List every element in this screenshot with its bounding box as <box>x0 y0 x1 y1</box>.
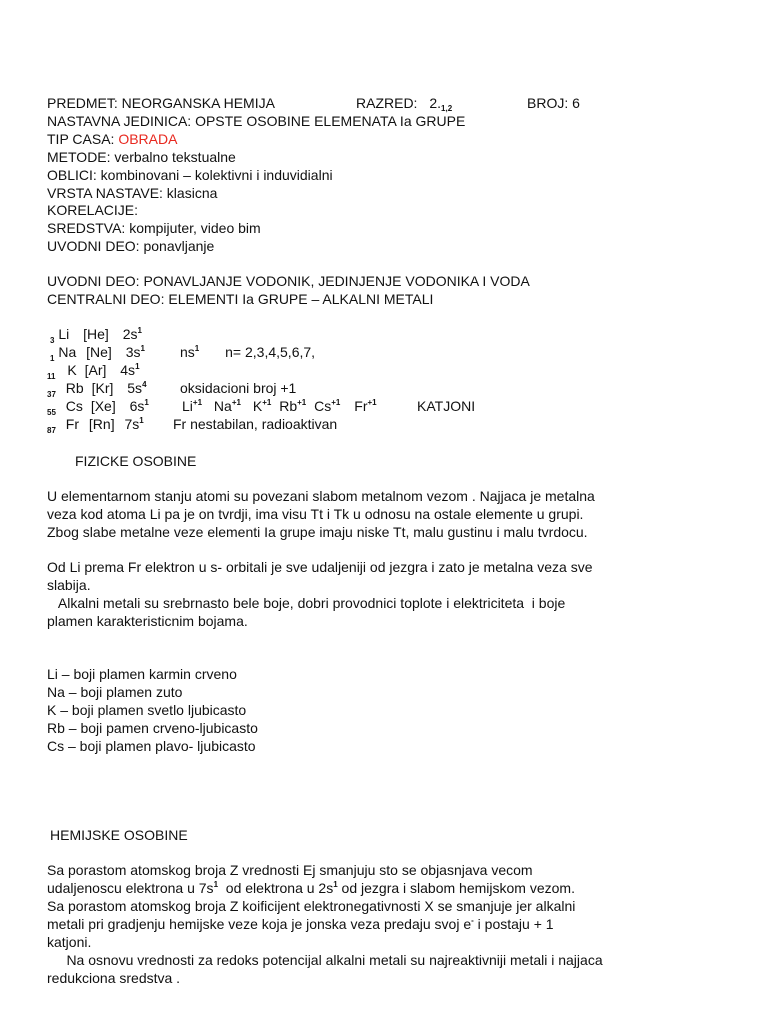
element-symbol: K <box>67 362 77 378</box>
paragraph-line: Sa porastom atomskog broja Z koificijent elektronegativnosti X se smanjuje jer alkalni <box>47 898 576 914</box>
paragraph-line: Zbog slabe metalne veze elementi Ia grupe imaju niske Tt, malu gustinu i malu tvrdocu. <box>47 524 588 540</box>
ns-text: ns <box>180 344 195 360</box>
nastavna-line: NASTAVNA JEDINICA: OPSTE OSOBINE ELEMENATA Ia GRUPE <box>47 113 466 129</box>
oblici-line: OBLICI: kombinovani – kolektivni i induvidialni <box>47 167 333 183</box>
atomic-number: 1 <box>50 354 55 363</box>
element-symbol: Fr <box>65 416 80 432</box>
noble-core: [Kr] <box>91 380 114 396</box>
razred-label: RAZRED: <box>356 95 418 111</box>
paragraph-line: udaljenoscu elektrona u $7s^1$ od elektrona u $2s^1$ od jezgra i slabom hemijskom vezom. <box>47 880 575 896</box>
paragraph-line: katjoni. <box>47 934 92 950</box>
sredstva-line: SREDSTVA: kompijuter, video bim <box>47 220 261 236</box>
ion: $Fr^{+1}$ <box>354 398 377 414</box>
uvodni-line: UVODNI DEO: ponavljanje <box>47 238 215 254</box>
flame-item: K – boji plamen svetlo ljubicasto <box>47 702 247 718</box>
atomic-number: 55 <box>47 408 56 417</box>
razred-sub: 1,2 <box>441 104 453 113</box>
element-row <box>47 415 144 440</box>
noble-core: [He] <box>83 326 109 342</box>
oxidation-note: oksidacioni broj +1 <box>180 380 297 396</box>
valence-shell: 3s <box>125 344 141 360</box>
noble-core: [Rn] <box>88 416 115 432</box>
tip-line <box>47 130 177 148</box>
paragraph-line: Sa porastom atomskog broja Z vrednosti Ej smanjuju sto se objasnjava vecom <box>47 862 533 878</box>
broj-text: BROJ: 6 <box>527 95 580 111</box>
valence-exp: 1 <box>137 326 142 335</box>
ion: $Cs^{+1}$ <box>314 398 341 414</box>
razred-field <box>356 94 452 112</box>
broj-field <box>527 94 580 112</box>
valence-shell: 4s <box>120 362 136 378</box>
noble-core: [Xe] <box>90 398 116 414</box>
vrsta-line: VRSTA NASTAVE: klasicna <box>47 185 218 201</box>
valence-exp: 4 <box>142 380 147 389</box>
flame-item: Na – boji plamen zuto <box>47 684 183 700</box>
element-symbol: Rb <box>65 380 84 396</box>
flame-item: Rb – boji pamen crveno-ljubicasto <box>47 720 258 736</box>
francium-note: Fr nestabilan, radioaktivan <box>173 416 338 432</box>
paragraph-line: plamen karakteristicnim bojama. <box>47 613 248 629</box>
ns-exp: 1 <box>194 344 200 353</box>
element-symbol: Cs <box>65 398 83 414</box>
predmet-text: PREDMET: NEORGANSKA HEMIJA <box>47 95 275 111</box>
predmet-line <box>47 94 275 112</box>
paragraph-line: Od Li prema Fr elektron u s- orbitali je sve udaljeniji od jezgra i zato je metalna veza sve <box>47 559 593 575</box>
element-symbol: Na <box>58 344 77 360</box>
paragraph-line: slabija. <box>47 577 91 593</box>
valence-shell: 5s <box>127 380 143 396</box>
paragraph-line: metali pri gradjenju hemijske veze koja je jonska veza predaju svoj e- i postaju + 1 <box>47 916 554 932</box>
flame-item: Li – boji plamen karmin crveno <box>47 666 237 682</box>
ion-list <box>182 397 377 415</box>
hemijske-heading: HEMIJSKE OSOBINE <box>50 827 188 843</box>
valence-shell: 6s <box>129 398 145 414</box>
tip-value: OBRADA <box>118 131 178 147</box>
atomic-number: 3 <box>50 336 55 345</box>
paragraph-line: veza kod atoma Li pa je on tvrdji, ima visu Tt i Tk u odnosu na ostale elemente u grupi. <box>47 506 584 522</box>
paragraph-line: redukciona sredstva . <box>47 970 181 986</box>
ion: $Na^{+1}$ <box>213 398 241 414</box>
flame-item: Cs – boji plamen plavo- ljubicasto <box>47 738 256 754</box>
valence-exp: 1 <box>135 362 140 371</box>
valence-exp: 1 <box>140 344 145 353</box>
paragraph-line: Na osnovu vrednosti za redoks potencijal alkalni metali su najreaktivniji metali i najjaca <box>47 952 603 968</box>
noble-core: [Ne] <box>86 344 112 360</box>
atomic-number: 11 <box>47 372 56 381</box>
n-values: n= 2,3,4,5,6,7, <box>225 344 316 360</box>
valence-shell: 2s <box>122 326 138 342</box>
valence-shell: 7s <box>124 416 140 432</box>
fizicke-heading: FIZICKE OSOBINE <box>75 453 197 469</box>
korelacije-line: KORELACIJE: <box>47 202 139 218</box>
noble-core: [Ar] <box>84 362 107 378</box>
valence-exp: 1 <box>144 398 149 407</box>
ion: $Rb^{+1}$ <box>279 398 307 414</box>
valence-exp: 1 <box>139 416 144 425</box>
tip-label: TIP CASA: <box>47 131 115 147</box>
ion: $Li^{+1}$ <box>182 398 203 414</box>
atomic-number: 87 <box>47 426 56 435</box>
centralni-line: CENTRALNI DEO: ELEMENTI Ia GRUPE – ALKALNI METALI <box>47 291 434 307</box>
razred-value: 2. <box>429 95 442 111</box>
paragraph-line: Alkalni metali su srebrnasto bele boje, dobri provodnici toplote i elektriciteta i boje <box>47 595 566 611</box>
ns-note <box>180 343 315 361</box>
uvodni-ponavljanje-line: UVODNI DEO: PONAVLJANJE VODONIK, JEDINJENJE VODONIKA I VODA <box>47 273 530 289</box>
metode-line: METODE: verbalno tekstualne <box>47 149 236 165</box>
paragraph-line: U elementarnom stanju atomi su povezani slabom metalnom vezom . Najjaca je metalna <box>47 488 595 504</box>
katjoni-label: KATJONI <box>417 398 476 414</box>
element-symbol: Li <box>58 326 70 342</box>
atomic-number: 37 <box>47 390 56 399</box>
ion: $K^{+1}$ <box>252 398 272 414</box>
